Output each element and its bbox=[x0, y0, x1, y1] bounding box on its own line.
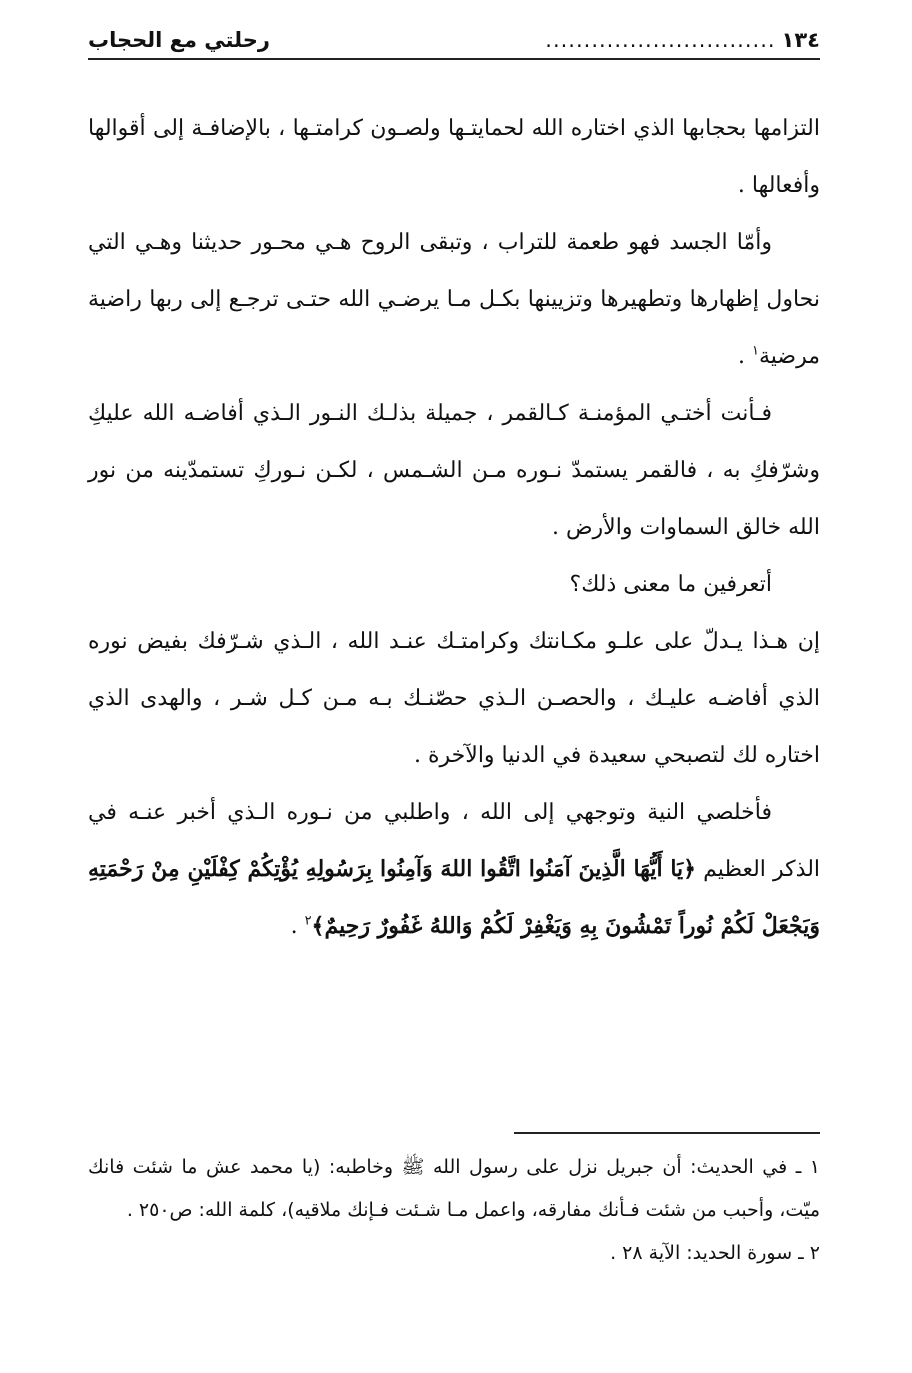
footnote-1: ١ ـ في الحديث: أن جبريل نزل على رسول الله ﷺ وخاطبه: (يا محمد عش ما شئت فانك ميّت، وأحبب من شئت فـأنك مفارقه، واعمل مـا شـئت فـإنك ملاقيه)، كلمة الله: ص٢٥٠ . bbox=[88, 1156, 820, 1221]
page-number: ١٣٤ bbox=[781, 28, 820, 52]
paragraph-6-intro: فأخلصي النية وتوجهي إلى الله ، واطلبي من نـوره الـذي أخبر عنـه في الذكر العظيم bbox=[88, 800, 821, 882]
footnote-2: ٢ ـ سورة الحديد: الآية ٢٨ . bbox=[610, 1242, 820, 1264]
paragraph-6-end: . bbox=[290, 914, 305, 939]
quran-verse: ﴿يَا أَيُّهَا الَّذِينَ آمَنُوا اتَّقُوا اللهَ وَآمِنُوا بِرَسُولِهِ يُؤْتِكُمْ كِفْلَيْنِ مِنْ رَحْمَتِهِ وَيَجْعَلْ لَكُمْ نُوراً تَمْشُونَ بِهِ وَيَغْفِرْ لَكُمْ وَاللهُ غَفُورٌ رَحِيمٌ﴾ bbox=[88, 856, 820, 939]
paragraph-4: أتعرفين ما معنى ذلك؟ bbox=[569, 572, 772, 597]
paragraph-3: فـأنت أختـي المؤمنـة كـالقمر ، جميلة بذلـك النـور الـذي أفاضـه الله عليكِ وشرّفكِ به ، فالقمر يستمدّ نـوره مـن الشـمس ، لكـن نـوركِ تستمدّينه من نور الله خالق السماوات والأرض . bbox=[88, 401, 820, 540]
header-rule bbox=[88, 58, 820, 60]
paragraph-2-text: وأمّا الجسد فهو طعمة للتراب ، وتبقى الروح هـي محـور حديثنا وهـي التي نحاول إظهارها وتطهيرها وتزيينها بكـل مـا يرضـي الله حتـى ترجـع إلى ربها راضية مرضية bbox=[88, 230, 820, 369]
page bbox=[88, 28, 820, 955]
footnote-ref-2: ٢ bbox=[304, 913, 312, 929]
body-text bbox=[88, 100, 820, 955]
leader-dots: .............................. bbox=[545, 28, 776, 52]
paragraph-2-end: . bbox=[737, 344, 752, 369]
footnotes bbox=[88, 1132, 820, 1275]
paragraph-5: إن هـذا يـدلّ على علـو مكـانتك وكرامتـك عنـد الله ، الـذي شـرّفك بفيض نوره الذي أفاضـه عليـك ، والحصـن الـذي حصّنـك بـه مـن كـل شـر ، والهدى الذي اختاره لك لتصبحي سعيدة في الدنيا والآخرة . bbox=[88, 629, 820, 768]
footnote-ref-1: ١ bbox=[751, 343, 759, 359]
book-title: رحلتي مع الحجاب bbox=[88, 28, 270, 52]
footnote-rule bbox=[514, 1132, 820, 1134]
running-header bbox=[88, 28, 820, 56]
paragraph-6 bbox=[88, 784, 820, 955]
paragraph-2 bbox=[88, 214, 820, 385]
paragraph-1: التزامها بحجابها الذي اختاره الله لحمايتـها ولصـون كرامتـها ، بالإضافـة إلى أقوالها وأفعالها . bbox=[88, 116, 820, 198]
